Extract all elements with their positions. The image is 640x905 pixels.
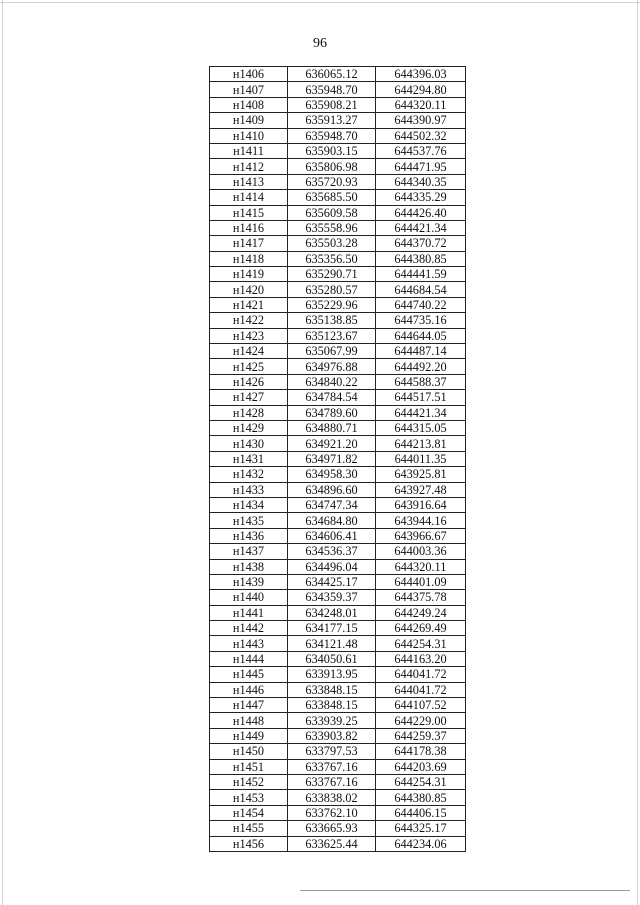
point-id-cell: н1416 — [210, 220, 288, 235]
y-coordinate-cell: 644325.17 — [376, 821, 466, 836]
point-id-cell: н1424 — [210, 344, 288, 359]
x-coordinate-cell: 633665.93 — [288, 821, 376, 836]
point-id-cell: н1419 — [210, 267, 288, 282]
x-coordinate-cell: 633767.16 — [288, 759, 376, 774]
table-row — [210, 236, 466, 251]
point-id-cell: н1446 — [210, 682, 288, 697]
table-row — [210, 205, 466, 220]
y-coordinate-cell: 644003.36 — [376, 544, 466, 559]
table-row — [210, 728, 466, 743]
table-row — [210, 805, 466, 820]
x-coordinate-cell: 634536.37 — [288, 544, 376, 559]
x-coordinate-cell: 635290.71 — [288, 267, 376, 282]
y-coordinate-cell: 644421.34 — [376, 220, 466, 235]
x-coordinate-cell: 635123.67 — [288, 328, 376, 343]
point-id-cell: н1427 — [210, 390, 288, 405]
y-coordinate-cell: 644163.20 — [376, 651, 466, 666]
table-row — [210, 374, 466, 389]
x-coordinate-cell: 633939.25 — [288, 713, 376, 728]
point-id-cell: н1408 — [210, 97, 288, 112]
table-row — [210, 821, 466, 836]
table-row — [210, 267, 466, 282]
table-row — [210, 651, 466, 666]
table-row — [210, 67, 466, 82]
y-coordinate-cell: 644492.20 — [376, 359, 466, 374]
x-coordinate-cell: 634606.41 — [288, 528, 376, 543]
table-row — [210, 82, 466, 97]
table-row — [210, 836, 466, 851]
point-id-cell: н1454 — [210, 805, 288, 820]
y-coordinate-cell: 644107.52 — [376, 698, 466, 713]
x-coordinate-cell: 633903.82 — [288, 728, 376, 743]
table-row — [210, 220, 466, 235]
point-id-cell: н1441 — [210, 605, 288, 620]
x-coordinate-cell: 634496.04 — [288, 559, 376, 574]
point-id-cell: н1431 — [210, 451, 288, 466]
x-coordinate-cell: 634958.30 — [288, 467, 376, 482]
y-coordinate-cell: 643927.48 — [376, 482, 466, 497]
table-row — [210, 482, 466, 497]
table-row — [210, 605, 466, 620]
table-row — [210, 621, 466, 636]
x-coordinate-cell: 633797.53 — [288, 744, 376, 759]
y-coordinate-cell: 644011.35 — [376, 451, 466, 466]
table-row — [210, 128, 466, 143]
table-row — [210, 390, 466, 405]
table-row — [210, 698, 466, 713]
y-coordinate-cell: 644178.38 — [376, 744, 466, 759]
point-id-cell: н1443 — [210, 636, 288, 651]
table-row — [210, 467, 466, 482]
x-coordinate-cell: 634248.01 — [288, 605, 376, 620]
table-row — [210, 744, 466, 759]
point-id-cell: н1418 — [210, 251, 288, 266]
y-coordinate-cell: 644203.69 — [376, 759, 466, 774]
x-coordinate-cell: 634177.15 — [288, 621, 376, 636]
y-coordinate-cell: 644502.32 — [376, 128, 466, 143]
table-row — [210, 297, 466, 312]
x-coordinate-cell: 635685.50 — [288, 190, 376, 205]
table-row — [210, 436, 466, 451]
point-id-cell: н1425 — [210, 359, 288, 374]
x-coordinate-cell: 635229.96 — [288, 297, 376, 312]
table-row — [210, 774, 466, 789]
page-edge-top — [0, 2, 640, 3]
table-row — [210, 251, 466, 266]
table-row — [210, 159, 466, 174]
table-row — [210, 790, 466, 805]
point-id-cell: н1445 — [210, 667, 288, 682]
point-id-cell: н1422 — [210, 313, 288, 328]
point-id-cell: н1415 — [210, 205, 288, 220]
page-edge-right — [637, 0, 638, 905]
x-coordinate-cell: 634684.80 — [288, 513, 376, 528]
table-row — [210, 97, 466, 112]
y-coordinate-cell: 644375.78 — [376, 590, 466, 605]
y-coordinate-cell: 643925.81 — [376, 467, 466, 482]
point-id-cell: н1448 — [210, 713, 288, 728]
y-coordinate-cell: 644041.72 — [376, 682, 466, 697]
table-row — [210, 282, 466, 297]
point-id-cell: н1440 — [210, 590, 288, 605]
x-coordinate-cell: 633625.44 — [288, 836, 376, 851]
point-id-cell: н1442 — [210, 621, 288, 636]
x-coordinate-cell: 633848.15 — [288, 698, 376, 713]
x-coordinate-cell: 635280.57 — [288, 282, 376, 297]
table-row — [210, 713, 466, 728]
point-id-cell: н1421 — [210, 297, 288, 312]
x-coordinate-cell: 635948.70 — [288, 82, 376, 97]
coordinates-table-body — [210, 67, 466, 852]
x-coordinate-cell: 635903.15 — [288, 143, 376, 158]
page-edge-left — [2, 0, 3, 905]
point-id-cell: н1409 — [210, 113, 288, 128]
y-coordinate-cell: 644259.37 — [376, 728, 466, 743]
point-id-cell: н1447 — [210, 698, 288, 713]
point-id-cell: н1436 — [210, 528, 288, 543]
y-coordinate-cell: 644406.15 — [376, 805, 466, 820]
point-id-cell: н1438 — [210, 559, 288, 574]
point-id-cell: н1423 — [210, 328, 288, 343]
y-coordinate-cell: 644370.72 — [376, 236, 466, 251]
y-coordinate-cell: 644229.00 — [376, 713, 466, 728]
point-id-cell: н1437 — [210, 544, 288, 559]
table-row — [210, 590, 466, 605]
y-coordinate-cell: 644517.51 — [376, 390, 466, 405]
x-coordinate-cell: 634359.37 — [288, 590, 376, 605]
y-coordinate-cell: 644340.35 — [376, 174, 466, 189]
x-coordinate-cell: 634121.48 — [288, 636, 376, 651]
point-id-cell: н1455 — [210, 821, 288, 836]
coordinates-table — [209, 66, 466, 852]
point-id-cell: н1414 — [210, 190, 288, 205]
x-coordinate-cell: 633767.16 — [288, 774, 376, 789]
table-row — [210, 528, 466, 543]
table-row — [210, 174, 466, 189]
point-id-cell: н1417 — [210, 236, 288, 251]
x-coordinate-cell: 635948.70 — [288, 128, 376, 143]
table-row — [210, 113, 466, 128]
table-row — [210, 190, 466, 205]
y-coordinate-cell: 644269.49 — [376, 621, 466, 636]
x-coordinate-cell: 634425.17 — [288, 574, 376, 589]
table-row — [210, 359, 466, 374]
point-id-cell: н1426 — [210, 374, 288, 389]
table-row — [210, 559, 466, 574]
table-row — [210, 420, 466, 435]
table-row — [210, 328, 466, 343]
y-coordinate-cell: 644396.03 — [376, 67, 466, 82]
table-row — [210, 513, 466, 528]
table-row — [210, 682, 466, 697]
point-id-cell: н1429 — [210, 420, 288, 435]
point-id-cell: н1453 — [210, 790, 288, 805]
x-coordinate-cell: 635720.93 — [288, 174, 376, 189]
y-coordinate-cell: 644401.09 — [376, 574, 466, 589]
x-coordinate-cell: 634880.71 — [288, 420, 376, 435]
point-id-cell: н1412 — [210, 159, 288, 174]
y-coordinate-cell: 644644.05 — [376, 328, 466, 343]
x-coordinate-cell: 634747.34 — [288, 497, 376, 512]
y-coordinate-cell: 644471.95 — [376, 159, 466, 174]
page-number: 96 — [313, 36, 327, 51]
point-id-cell: н1433 — [210, 482, 288, 497]
point-id-cell: н1444 — [210, 651, 288, 666]
x-coordinate-cell: 635913.27 — [288, 113, 376, 128]
table-row — [210, 667, 466, 682]
point-id-cell: н1451 — [210, 759, 288, 774]
y-coordinate-cell: 644740.22 — [376, 297, 466, 312]
point-id-cell: н1449 — [210, 728, 288, 743]
y-coordinate-cell: 644380.85 — [376, 790, 466, 805]
table-row — [210, 636, 466, 651]
point-id-cell: н1450 — [210, 744, 288, 759]
point-id-cell: н1439 — [210, 574, 288, 589]
y-coordinate-cell: 644254.31 — [376, 774, 466, 789]
y-coordinate-cell: 644234.06 — [376, 836, 466, 851]
point-id-cell: н1410 — [210, 128, 288, 143]
y-coordinate-cell: 644390.97 — [376, 113, 466, 128]
x-coordinate-cell: 636065.12 — [288, 67, 376, 82]
x-coordinate-cell: 634976.88 — [288, 359, 376, 374]
y-coordinate-cell: 644320.11 — [376, 559, 466, 574]
x-coordinate-cell: 633913.95 — [288, 667, 376, 682]
y-coordinate-cell: 644249.24 — [376, 605, 466, 620]
x-coordinate-cell: 634971.82 — [288, 451, 376, 466]
y-coordinate-cell: 644294.80 — [376, 82, 466, 97]
table-row — [210, 405, 466, 420]
point-id-cell: н1407 — [210, 82, 288, 97]
x-coordinate-cell: 634896.60 — [288, 482, 376, 497]
x-coordinate-cell: 635067.99 — [288, 344, 376, 359]
table-row — [210, 544, 466, 559]
y-coordinate-cell: 644588.37 — [376, 374, 466, 389]
y-coordinate-cell: 644041.72 — [376, 667, 466, 682]
table-row — [210, 143, 466, 158]
page-edge-bottom — [300, 890, 630, 891]
point-id-cell: н1406 — [210, 67, 288, 82]
x-coordinate-cell: 635806.98 — [288, 159, 376, 174]
table-row — [210, 574, 466, 589]
x-coordinate-cell: 635503.28 — [288, 236, 376, 251]
y-coordinate-cell: 644335.29 — [376, 190, 466, 205]
y-coordinate-cell: 644320.11 — [376, 97, 466, 112]
y-coordinate-cell: 644735.16 — [376, 313, 466, 328]
y-coordinate-cell: 644487.14 — [376, 344, 466, 359]
point-id-cell: н1413 — [210, 174, 288, 189]
point-id-cell: н1434 — [210, 497, 288, 512]
x-coordinate-cell: 633848.15 — [288, 682, 376, 697]
x-coordinate-cell: 633762.10 — [288, 805, 376, 820]
y-coordinate-cell: 644684.54 — [376, 282, 466, 297]
x-coordinate-cell: 635558.96 — [288, 220, 376, 235]
y-coordinate-cell: 643944.16 — [376, 513, 466, 528]
x-coordinate-cell: 634840.22 — [288, 374, 376, 389]
table-row — [210, 313, 466, 328]
point-id-cell: н1430 — [210, 436, 288, 451]
y-coordinate-cell: 644426.40 — [376, 205, 466, 220]
table-row — [210, 344, 466, 359]
y-coordinate-cell: 643916.64 — [376, 497, 466, 512]
y-coordinate-cell: 644213.81 — [376, 436, 466, 451]
x-coordinate-cell: 634789.60 — [288, 405, 376, 420]
point-id-cell: н1435 — [210, 513, 288, 528]
point-id-cell: н1428 — [210, 405, 288, 420]
x-coordinate-cell: 635356.50 — [288, 251, 376, 266]
x-coordinate-cell: 635609.58 — [288, 205, 376, 220]
x-coordinate-cell: 634784.54 — [288, 390, 376, 405]
point-id-cell: н1432 — [210, 467, 288, 482]
point-id-cell: н1411 — [210, 143, 288, 158]
x-coordinate-cell: 635138.85 — [288, 313, 376, 328]
point-id-cell: н1456 — [210, 836, 288, 851]
table-row — [210, 451, 466, 466]
y-coordinate-cell: 644421.34 — [376, 405, 466, 420]
y-coordinate-cell: 643966.67 — [376, 528, 466, 543]
table-row — [210, 497, 466, 512]
point-id-cell: н1452 — [210, 774, 288, 789]
x-coordinate-cell: 635908.21 — [288, 97, 376, 112]
x-coordinate-cell: 634050.61 — [288, 651, 376, 666]
x-coordinate-cell: 634921.20 — [288, 436, 376, 451]
y-coordinate-cell: 644380.85 — [376, 251, 466, 266]
y-coordinate-cell: 644254.31 — [376, 636, 466, 651]
y-coordinate-cell: 644315.05 — [376, 420, 466, 435]
y-coordinate-cell: 644537.76 — [376, 143, 466, 158]
y-coordinate-cell: 644441.59 — [376, 267, 466, 282]
table-row — [210, 759, 466, 774]
x-coordinate-cell: 633838.02 — [288, 790, 376, 805]
point-id-cell: н1420 — [210, 282, 288, 297]
